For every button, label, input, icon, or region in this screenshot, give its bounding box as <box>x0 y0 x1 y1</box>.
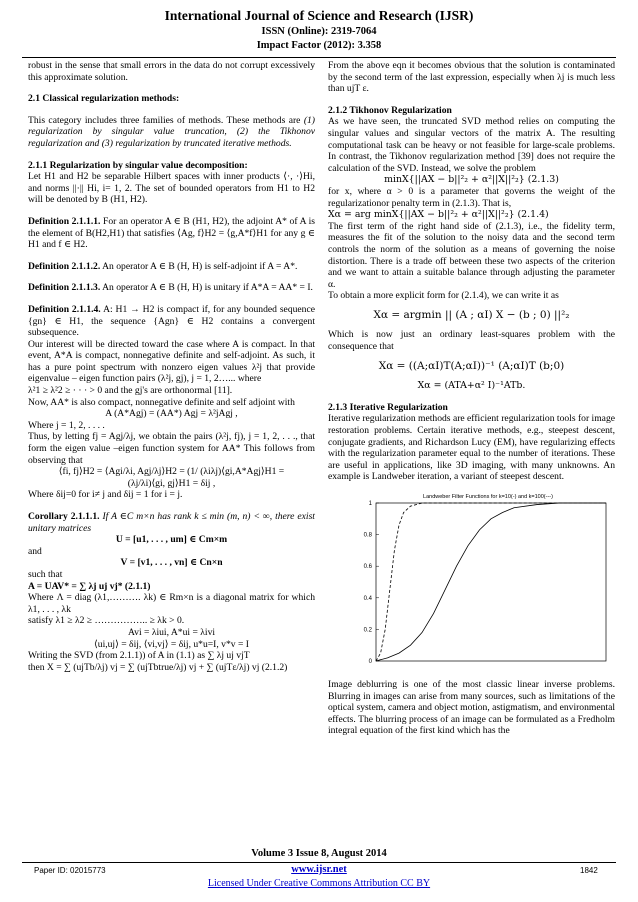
fidelity-paragraph: The first term of the right hand side of (2.1.3), i.e., the fidelity term, measures the fit of the solution to the noisy data and the second term controls the norm of the solution as a means of governing the noise distortion. There is a trade off between these two aspects of the criterion and we want to attain a suitable balance through adjusting the parameter α. <box>328 220 615 290</box>
y-tick-label-5: 1 <box>368 501 372 507</box>
thus-paragraph: Thus, by letting fj = Agj/λj, we obtain the pairs (λ²j, fj), j = 1, 2, . . ., that form the eigen value –eigen function system for AA* This follows from observing that <box>28 431 315 466</box>
equation-solution: then X = ∑ (ujTb/λj) vj = ∑ (ujTbtrue/λj) vj + ∑ (ujTε/λj) vj (2.1.2) <box>28 661 288 673</box>
above-eqn-paragraph: From the above eqn it becomes obvious that the solution is contaminated by the second term of the last expression, especially when λj is much less than ujT ε. <box>328 60 615 95</box>
equation-aa-eigen: A (A*Agj) = (AA*) Agj = λ²jAgj , <box>105 408 238 420</box>
and-line: and <box>28 545 42 557</box>
footer-rule <box>22 862 616 863</box>
satisfy-line: satisfy λ1 ≥ λ2 ≥ …………….. ≥ λk > 0. <box>28 615 185 627</box>
such-that-line: such that <box>28 568 63 580</box>
iterative-paragraph: Iterative regularization methods are efficient regularization tools for image restoration problems. Certain iterative methods, e.g., steepest descent, conjugate gradients, and Richardson Lucy (EM), have regularizing effects with the regularization parameter equal to the number of iterations. These are useful in applications, like 3D imaging, with many unknowns. An example is Landweber iteration, a variant of steepest descent. <box>328 413 615 483</box>
order-line: λ²1 ≥ λ²2 ≥ · · · > 0 and the gj's are orthonormal [11]. <box>28 385 233 397</box>
corollary: Corollary 2.1.1.1. If A ∈C m×n has rank k ≤ min (m, n) < ∞, there exist unitary matrices <box>28 511 315 534</box>
volume-issue: Volume 3 Issue 8, August 2014 <box>251 848 387 859</box>
interest-paragraph: Our interest will be directed toward the case where A is compact. In that event, A*A is compact, nonnegative definite and self-adjoint. As such, it has a pure point spectrum with nonzero eigen values λ²j that provide eigenvalue – eigen function pairs (λ²j, gj), j = 1, 2…... where <box>28 338 315 385</box>
y-tick-label-1: 0.2 <box>363 627 372 634</box>
equation-x-alpha: Xα = arg minX{||AX − b||²₂ + α²||X||²₂} (2.1.4) <box>328 209 549 221</box>
definition-2: Definition 2.1.1.2. An operator A ∈ B (H, H) is self-adjoint if A = A*. <box>28 260 298 272</box>
journal-title: International Journal of Science and Research (IJSR) <box>164 8 474 23</box>
equation-closed-form-2: Xα = (ATA+α² I)⁻¹ATb. <box>417 380 526 392</box>
equation-svd: A = UAV* = ∑ λj uj vj* (2.1.1) <box>28 580 151 592</box>
page-number: 1842 <box>580 866 598 875</box>
section-heading-2-1-2: 2.1.2 Tikhonov Regularization <box>328 104 452 116</box>
definition-4: Definition 2.1.1.4. A: H1 → H2 is compact if, for any bounded sequence {gn} ∈ H1, the sequence {Agn} ∈ H2 contains a convergent subsequence. <box>28 303 315 339</box>
landweber-filter-chart <box>348 489 613 669</box>
equation-V: V = [v1, . . . , vn] ∈ Cn×n <box>120 557 223 569</box>
y-tick-label-4: 0.8 <box>363 532 372 539</box>
deblurring-paragraph: Image deblurring is one of the most classic linear inverse problems. Blurring in images can arise from many sources, such as limitations of the optical system, camera and object motion, astigmatism, and environmental effects. The blurring process of an image can be formulated as a Fredholm integral equation of the first kind which has the <box>328 679 615 737</box>
y-tick-label-0: 0 <box>368 659 372 665</box>
tikhonov-paragraph: As we have seen, the truncated SVD method relies on computing the singular values and singular vectors of the matrix A. The resulting computational task can be heavy or not feasible for large-scale problems. In contrast, the Tikhonov regularization method [39] does not require the calculation of the SVD. Instead, we solve the problem <box>328 116 615 174</box>
definition-1: Definition 2.1.1.1. For an operator A ∈ B (H1, H2), the adjoint A* of A is the element of B(H2,H1) that satisfies ⟨Ag, f⟩H2 = ⟨g,A*f⟩H1 for any g ∈ H1 and f ∈ H2. <box>28 215 315 251</box>
section-heading-2-1: 2.1 Classical regularization methods: <box>28 93 180 105</box>
y-tick-label-2: 0.4 <box>363 595 372 602</box>
equation-U: U = [u1, . . . , um] ∈ Cm×m <box>115 534 228 546</box>
equation-orthonormal: ⟨ui,uj⟩ = δij, ⟨vi,vj⟩ = δij, u*u=I, v*v = I <box>94 638 249 650</box>
license-link[interactable]: Licensed Under Creative Commons Attribution CC BY <box>207 878 431 889</box>
right-column <box>328 60 615 737</box>
section-2-1-1-paragraph: Let H1 and H2 be separable Hilbert spaces with inner products ⟨·, ·⟩Hi, and norms ||·|| Hi, i= 1, 2. The set of bounded operators from H1 to H2 will be denoted by B (H1, H2). <box>28 171 315 206</box>
now-paragraph: Now, AA* is also compact, nonnegative definite and self adjoint with <box>28 396 295 408</box>
y-tick-label-3: 0.6 <box>363 564 372 571</box>
paper-id: Paper ID: 02015773 <box>34 866 106 875</box>
writing-svd-line: Writing the SVD (from 2.1.1)) of A in (1.1) as ∑ λj uj vjT <box>28 650 250 662</box>
section-heading-2-1-3: 2.1.3 Iterative Regularization <box>328 401 448 413</box>
header-rule <box>22 57 616 58</box>
explicit-form-line: To obtain a more explicit form for (2.1.4), we can write it as <box>328 290 559 302</box>
issn-line: ISSN (Online): 2319-7064 <box>261 26 377 37</box>
where-j-line: Where j = 1, 2, . . . . <box>28 419 105 431</box>
section-heading-2-1-1: 2.1.1 Regularization by singular value decomposition: <box>28 159 248 171</box>
lambda-paragraph: Where Λ = diag (λ1,………. λk) ∈ Rm×n is a diagonal matrix for which λ1, . . . , λk <box>28 592 315 615</box>
equation-argmin: Xα = argmin || (A ; αI) X − (b ; 0) ||²₂ <box>373 308 570 321</box>
chart-title: Landweber Filter Functions for k=10(-) and k=100(---) <box>423 494 553 500</box>
delta-line: Where δij=0 for i≠ j and δij = 1 for i = j. <box>28 489 183 501</box>
impact-factor-line: Impact Factor (2012): 3.358 <box>256 40 382 51</box>
left-column <box>28 60 315 673</box>
definition-3: Definition 2.1.1.3. An operator A ∈ B (H, H) is unitary if A*A = AA* = I. <box>28 282 313 294</box>
intro-paragraph: robust in the sense that small errors in the data do not corrupt excessively this approximate solution. <box>28 60 315 83</box>
least-squares-paragraph: Which is now just an ordinary least-squares problem with the consequence that <box>328 329 615 353</box>
equation-inner-product-1: ⟨fi, fj⟩H2 = ⟨Agi/λi, Agj/λj⟩H2 = (1/ (λiλj)⟨gi,A*Agj⟩H1 = <box>58 466 285 478</box>
site-link[interactable]: www.ijsr.net <box>291 864 347 875</box>
for-x-paragraph: for x, where α > 0 is a parameter that governs the weight of the regularizationor penalty term in (2.1.3). That is, <box>328 185 615 209</box>
equation-av: Avi = λiui, A*ui = λivi <box>127 626 216 638</box>
equation-tikhonov-min: minX{||AX − b||²₂ + α²||X||²₂} (2.1.3) <box>384 174 559 186</box>
equation-closed-form-1: Xα = ((A;αI)T(A;αI))⁻¹ (A;αI)T (b;0) <box>378 359 565 372</box>
equation-inner-product-2: (λj/λi)⟨gi, gj⟩H1 = δij , <box>127 477 216 489</box>
section-2-1-paragraph: This category includes three families of methods. These methods are (1) regularization by singular value truncation, (2) the Tikhonov regularization and (3) regularization by truncated iterative methods. <box>28 114 315 149</box>
